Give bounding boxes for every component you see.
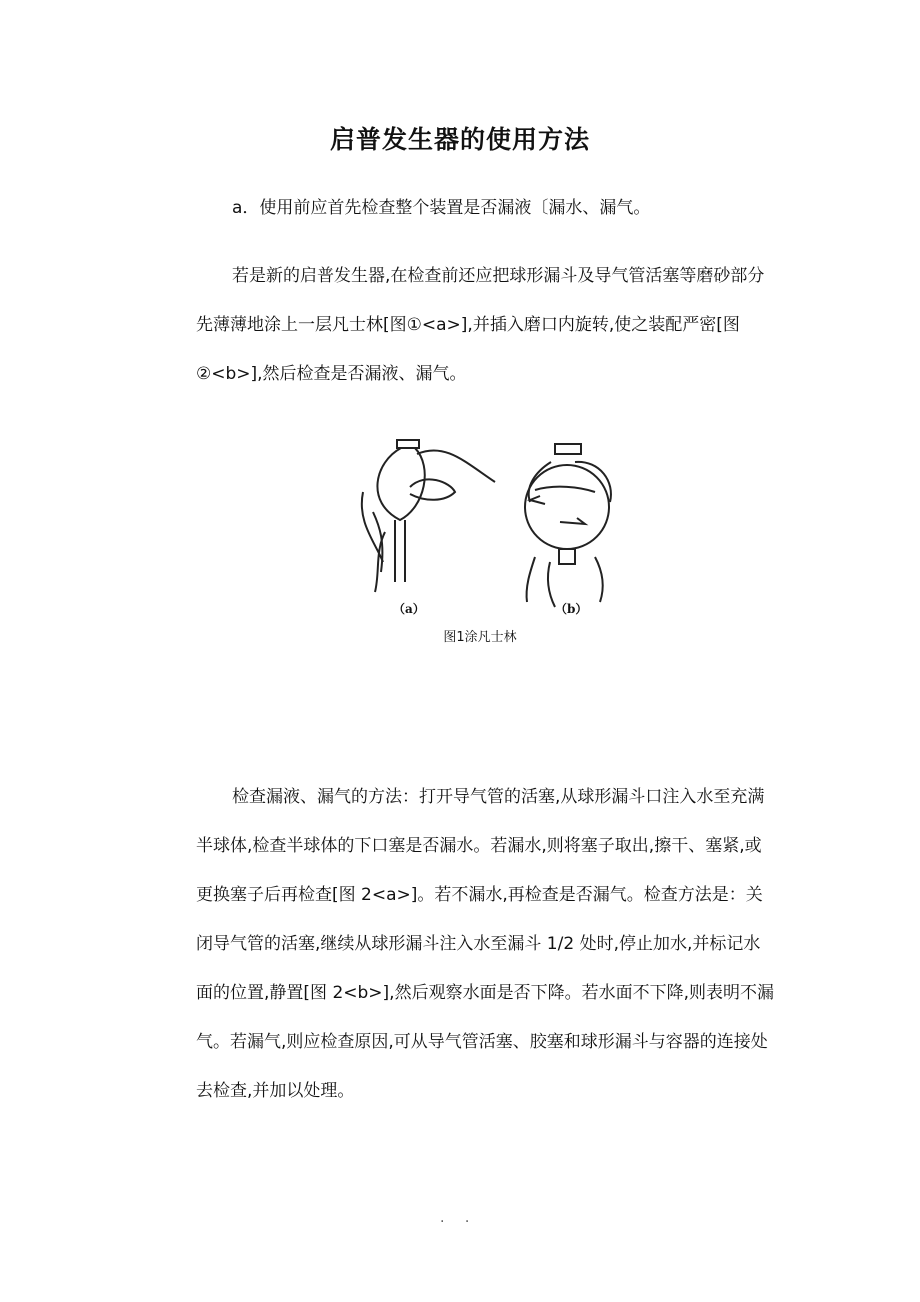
illustration-hands-funnel [355, 432, 615, 612]
figure-label-b: （b） [555, 602, 588, 616]
figure-apply-vaseline [355, 432, 615, 642]
page-title: 启普发生器的使用方法 [329, 125, 590, 154]
paragraph-apply-vaseline: 若是新的启普发生器,在检查前还应把球形漏斗及导气管活塞等磨砂部分先薄薄地涂上一层凡士林[图①<a>],并插入磨口内旋转,使之装配严密[图②<b>],然后检查是否漏液、漏气。 [196, 266, 765, 384]
figure-label-a: （a） [393, 602, 425, 616]
paragraph-leak-test-method: 检查漏液、漏气的方法：打开导气管的活塞,从球形漏斗口注入水至充满半球体,检查半球体的下口塞是否漏水。若漏水,则将塞子取出,擦干、塞紧,或更换塞子后再检查[图 2<a>]。若不漏水,再检查是否漏气。检查方法是：关闭导气管的活塞,继续从球形漏斗注入水至漏斗 1/2 处时,停止加水,并标记水面的位置,静置[图 2<b>],然后观察水面是否下降。若水面不下降,则表明不漏气。若漏气,则应检查原因,可从导气管活塞、胶塞和球形漏斗与容器的连接处去检查,并加以处理。 [196, 787, 774, 1101]
page-footer-dots: . . [440, 1210, 478, 1226]
paragraph-check-leak: a．使用前应首先检查整个装置是否漏液〔漏水、漏气。 [232, 198, 651, 218]
figure-caption: 图1涂凡士林 [443, 630, 517, 645]
